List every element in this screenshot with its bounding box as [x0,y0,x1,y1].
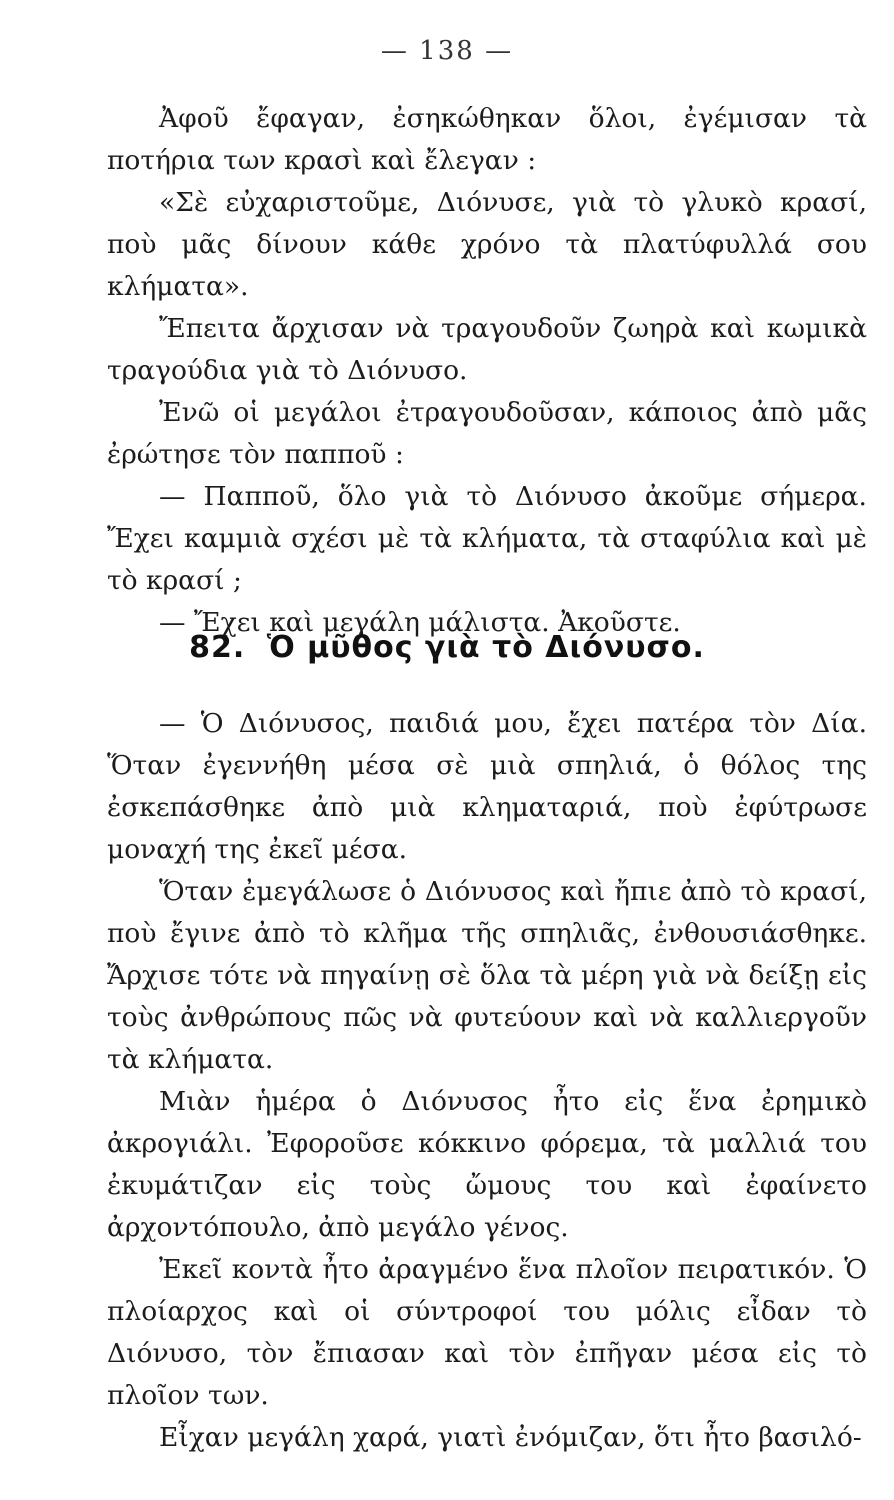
section-number: 82. [189,630,246,665]
paragraph: Ἐνῶ οἱ μεγάλοι ἐτραγουδοῦσαν, κάποιος ἀπὸ μᾶς ἐρώτησε τὸν παπποῦ : [107,397,867,470]
page-number: — 138 — [380,36,514,66]
section-heading [0,630,894,665]
paragraph: Ἀφοῦ ἔφαγαν, ἐσηκώθηκαν ὅλοι, ἐγέμισαν τὰ ποτήρια των κρασὶ καὶ ἔλεγαν : [107,103,867,176]
section-title: Ὁ μῦθος γιὰ τὸ Διόνυσο. [266,630,705,665]
paragraph: Εἶχαν μεγάλη χαρά, γιατὶ ἐνόμιζαν, ὅτι ἦτο βασιλό- [159,1422,862,1453]
dialogue-paragraph: — Παπποῦ, ὅλο γιὰ τὸ Διόνυσο ἀκοῦμε σήμερα. Ἔχει καμμιὰ σχέσι μὲ τὰ κλήματα, τὰ σταφύλια καὶ μὲ τὸ κρασί ; [107,481,867,596]
dialogue-paragraph: — Ἔχει καὶ μεγάλη μάλιστα. Ἀκοῦστε. [159,607,681,638]
paragraph: Ὅταν ἐμεγάλωσε ὁ Διόνυσος καὶ ἤπιε ἀπὸ τὸ κρασί, ποὺ ἔγινε ἀπὸ τὸ κλῆμα τῆς σπηλιᾶς, ἐνθουσιάσθηκε. Ἄρχισε τότε νὰ πηγαίνῃ σὲ ὅλα τὰ μέρη γιὰ νὰ δείξῃ εἰς τοὺς ἀνθρώπους πῶς νὰ φυτεύουν καὶ νὰ καλλιεργοῦν τὰ κλήματα. [107,876,867,1075]
paragraph: Μιὰν ἡμέρα ὁ Διόνυσος ἦτο εἰς ἕνα ἐρημικὸ ἀκρογιάλι. Ἐφοροῦσε κόκκινο φόρεμα, τὰ μαλλιά του ἐκυμάτιζαν εἰς τοὺς ὤμους του καὶ ἐφαίνετο ἀρχοντόπουλο, ἀπὸ μεγάλο γένος. [107,1086,867,1243]
paragraph: Ἔπειτα ἄρχισαν νὰ τραγουδοῦν ζωηρὰ καὶ κωμικὰ τραγούδια γιὰ τὸ Διόνυσο. [107,313,867,386]
paragraph: Ἐκεῖ κοντὰ ἦτο ἀραγμένο ἕνα πλοῖον πειρατικόν. Ὁ πλοίαρχος καὶ οἱ σύντροφοί του μόλις εἶδαν τὸ Διόνυσο, τὸν ἔπιασαν καὶ τὸν ἐπῆγαν μέσα εἰς τὸ πλοῖον των. [107,1254,867,1411]
paragraph: «Σὲ εὐχαριστοῦμε, Διόνυσε, γιὰ τὸ γλυκὸ κρασί, ποὺ μᾶς δίνουν κάθε χρόνο τὰ πλατύφυλλά σου κλήματα». [107,187,867,302]
dialogue-paragraph: — Ὁ Διόνυσος, παιδιά μου, ἔχει πατέρα τὸν Δία. Ὅταν ἐγεννήθη μέσα σὲ μιὰ σπηλιά, ὁ θόλος της ἐσκεπάσθηκε ἀπὸ μιὰ κληματαριά, ποὺ ἐφύτρωσε μοναχή της ἐκεῖ μέσα. [107,708,867,865]
text-block-bottom [107,703,867,1459]
text-block-top [107,98,867,644]
